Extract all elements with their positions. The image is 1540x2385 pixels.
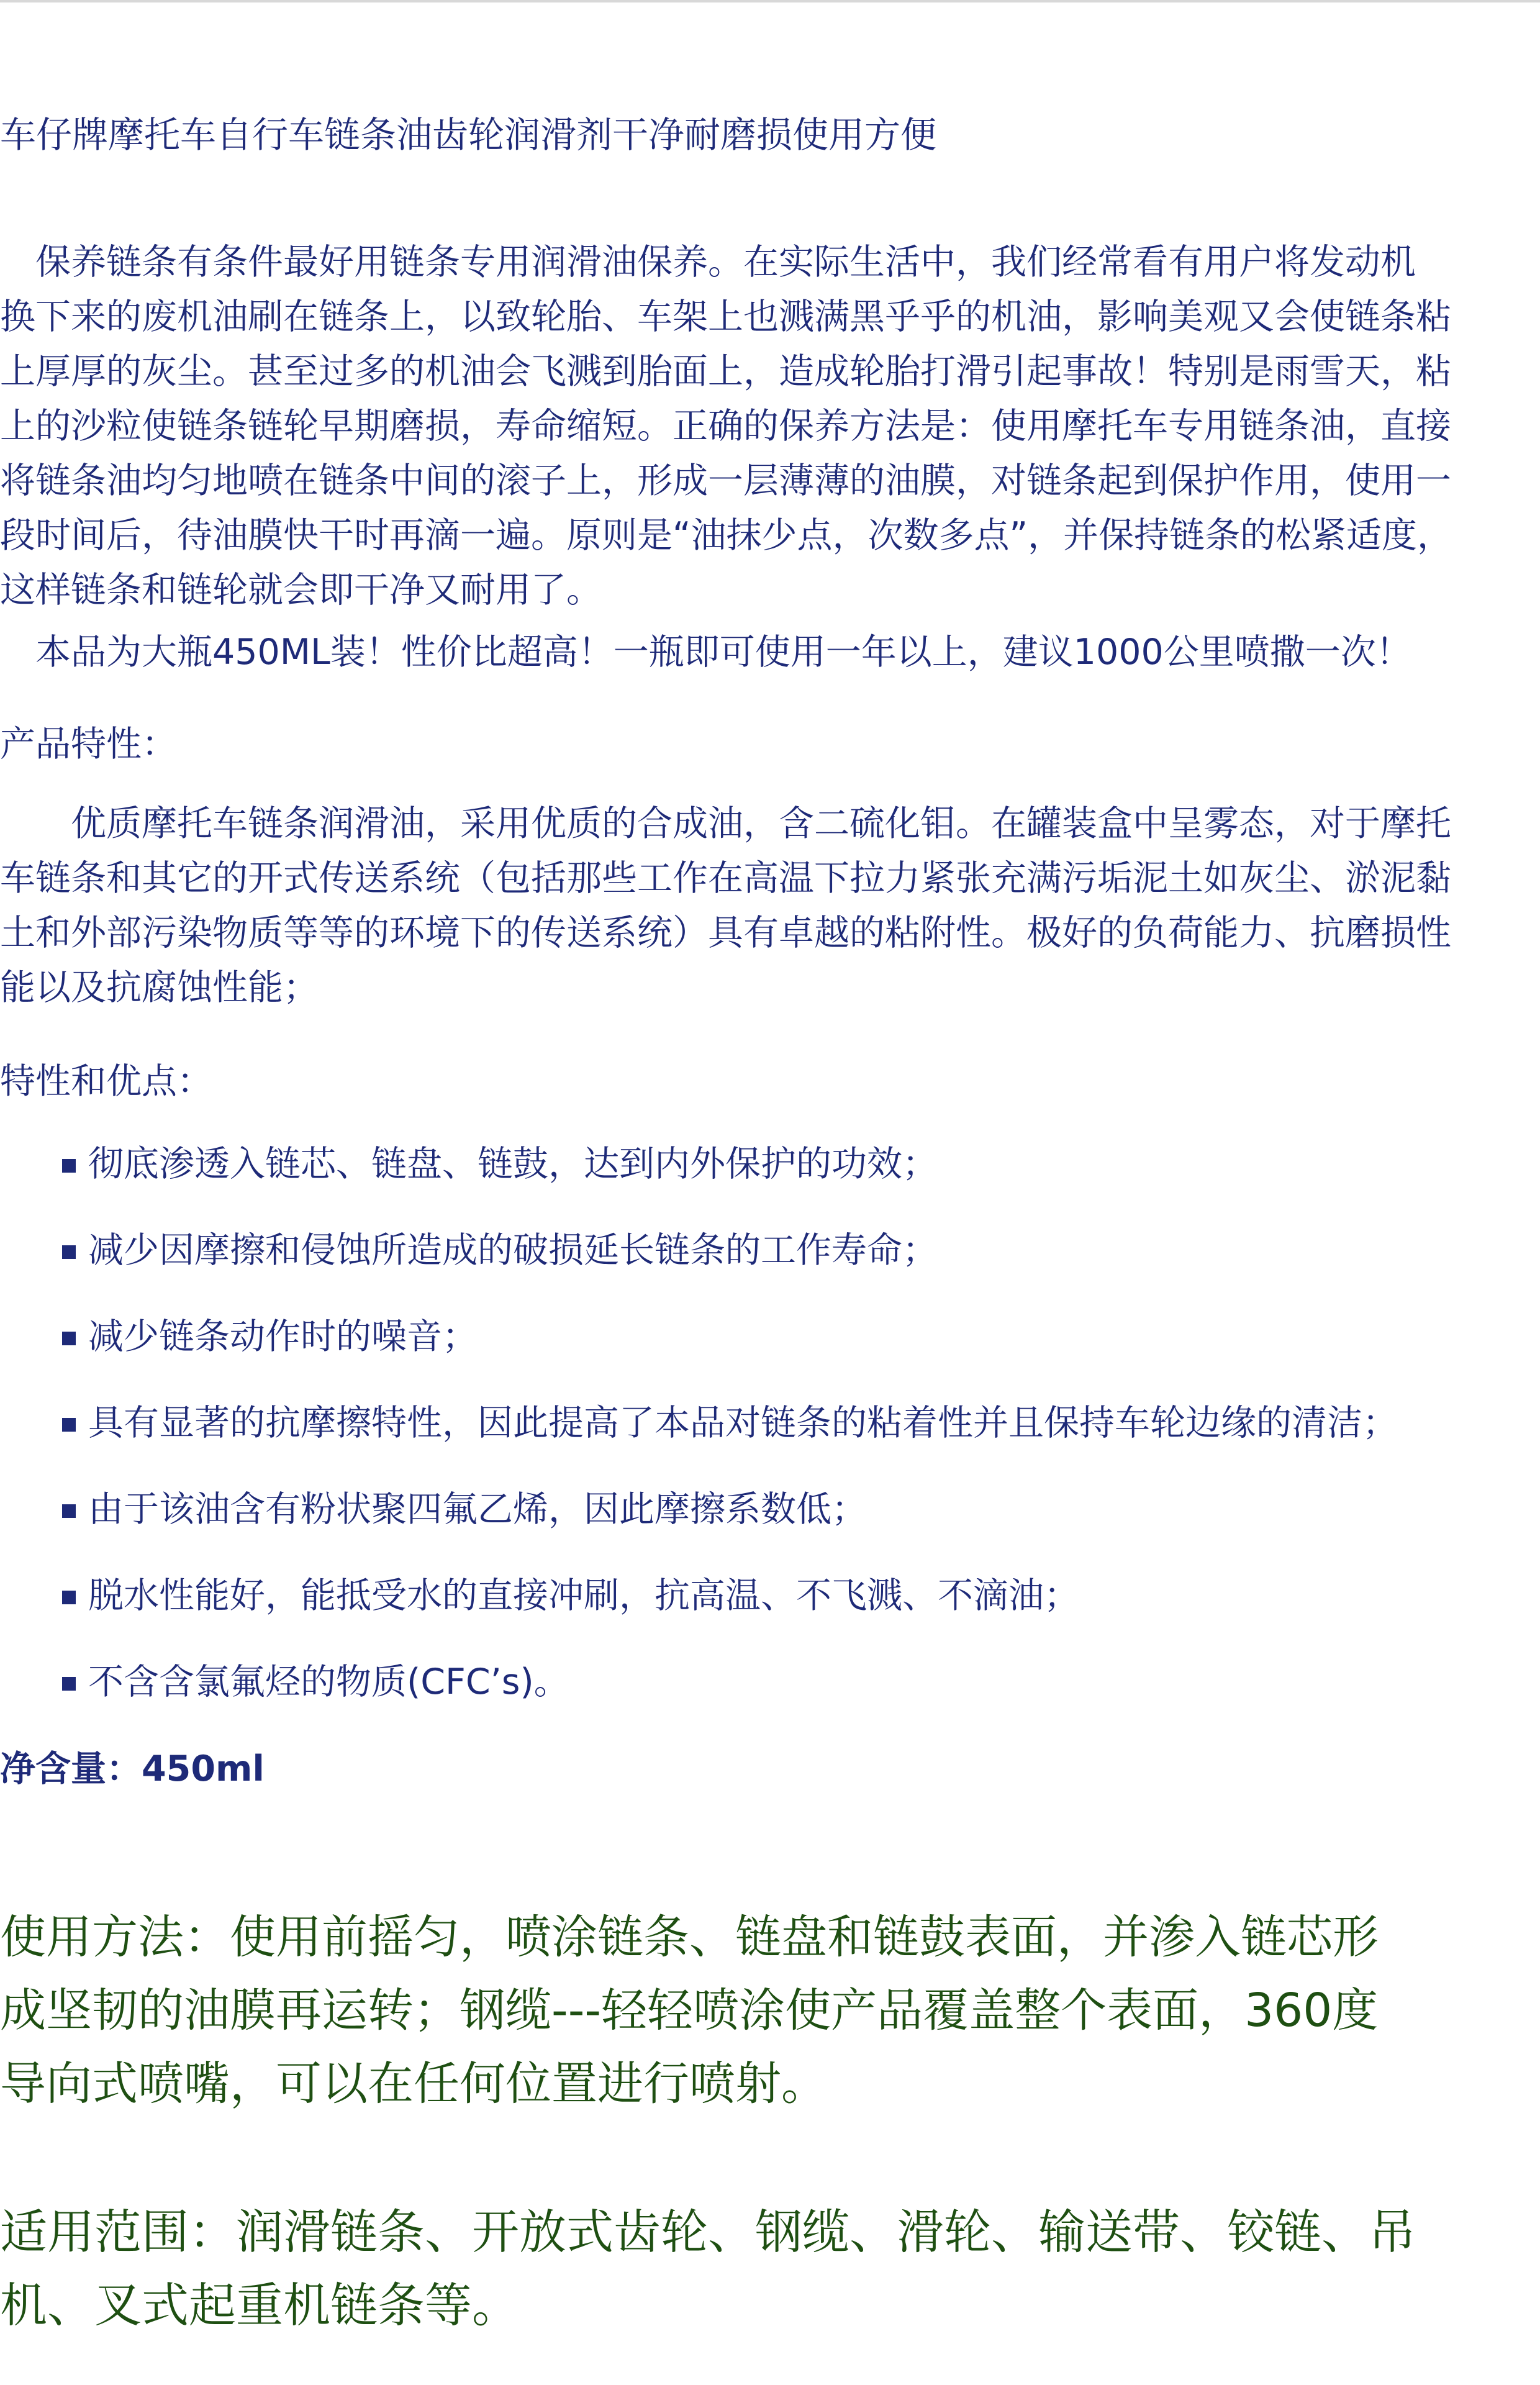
list-item (62, 1137, 1398, 1223)
advantages-heading: 特性和优点： (0, 1061, 212, 1102)
advantage-text: 由于该油含有粉状聚四氟乙烯，因此摩擦系数低； (88, 1489, 867, 1530)
list-item (62, 1223, 1398, 1309)
bullet-square-icon (62, 1245, 76, 1259)
bullet-square-icon (62, 1677, 76, 1691)
list-item (62, 1482, 1398, 1568)
advantage-text: 脱水性能好，能抵受水的直接冲刷，抗高温、不飞溅、不滴油； (88, 1575, 1079, 1616)
features-heading: 产品特性： (0, 724, 177, 765)
advantages-list (62, 1137, 1398, 1741)
advantage-text: 彻底渗透入链芯、链盘、链鼓，达到内外保护的功效； (88, 1143, 938, 1184)
usage-line: 导向式喷嘴，可以在任何位置进行喷射。 (0, 2057, 827, 2110)
intro-line: 换下来的废机油刷在链条上，以致轮胎、车架上也溅满黑乎乎的机油，影响美观又会使链条粘 (0, 296, 1451, 337)
list-item (62, 1396, 1398, 1482)
intro-line: 保养链条有条件最好用链条专用润滑油保养。在实际生活中，我们经常看有用户将发动机 (0, 242, 1416, 283)
intro-line: 段时间后，待油膜快干时再滴一遍。原则是“油抹少点，次数多点”，并保持链条的松紧适度， (0, 515, 1453, 556)
usage-instructions (0, 1901, 1379, 2120)
features-line: 优质摩托车链条润滑油，采用优质的合成油，含二硫化钼。在罐装盒中呈雾态，对于摩托 (0, 803, 1451, 844)
advantage-text: 减少因摩擦和侵蚀所造成的破损延长链条的工作寿命； (88, 1230, 938, 1271)
top-divider (0, 0, 1540, 2)
scope-line: 适用范围：润滑链条、开放式齿轮、钢缆、滑轮、输送带、铰链、吊 (0, 2204, 1416, 2260)
features-line: 能以及抗腐蚀性能； (0, 967, 319, 1008)
bullet-square-icon (62, 1332, 76, 1345)
volume-note: 本品为大瓶450ML装！性价比超高！一瓶即可使用一年以上，建议1000公里喷撒一次！ (0, 632, 1411, 673)
intro-line: 上厚厚的灰尘。甚至过多的机油会飞溅到胎面上，造成轮胎打滑引起事故！特别是雨雪天，粘 (0, 351, 1451, 392)
bullet-square-icon (62, 1504, 76, 1518)
bullet-square-icon (62, 1159, 76, 1173)
scope-line: 机、叉式起重机链条等。 (0, 2278, 519, 2333)
features-paragraph (0, 796, 1451, 1015)
bullet-square-icon (62, 1591, 76, 1604)
list-item (62, 1568, 1398, 1655)
usage-line: 成坚韧的油膜再运转；钢缆---轻轻喷涂使产品覆盖整个表面，360度 (0, 1984, 1379, 2037)
intro-line: 上的沙粒使链条链轮早期磨损，寿命缩短。正确的保养方法是：使用摩托车专用链条油，直接 (0, 406, 1451, 447)
usage-line: 使用方法：使用前摇匀，喷涂链条、链盘和链鼓表面，并渗入链芯形 (0, 1910, 1379, 1964)
product-title: 车仔牌摩托车自行车链条油齿轮润滑剂干净耐磨损使用方便 (0, 114, 937, 156)
intro-paragraph (0, 235, 1452, 617)
net-content: 净含量：450ml (0, 1748, 265, 1789)
intro-line: 将链条油均匀地喷在链条中间的滚子上，形成一层薄薄的油膜，对链条起到保护作用，使用一 (0, 460, 1451, 501)
list-item (62, 1655, 1398, 1741)
application-scope (0, 2196, 1416, 2342)
list-item (62, 1309, 1398, 1396)
advantage-text: 不含含氯氟烃的物质(CFC’s)。 (88, 1661, 569, 1702)
features-line: 车链条和其它的开式传送系统（包括那些工作在高温下拉力紧张充满污垢泥土如灰尘、淤泥黏 (0, 858, 1451, 899)
advantage-text: 减少链条动作时的噪音； (88, 1316, 478, 1357)
intro-line: 这样链条和链轮就会即干净又耐用了。 (0, 570, 602, 611)
advantage-text: 具有显著的抗摩擦特性，因此提高了本品对链条的粘着性并且保持车轮边缘的清洁； (88, 1402, 1398, 1443)
bullet-square-icon (62, 1418, 76, 1432)
features-line: 土和外部污染物质等等的环境下的传送系统）具有卓越的粘附性。极好的负荷能力、抗磨损性 (0, 912, 1451, 953)
